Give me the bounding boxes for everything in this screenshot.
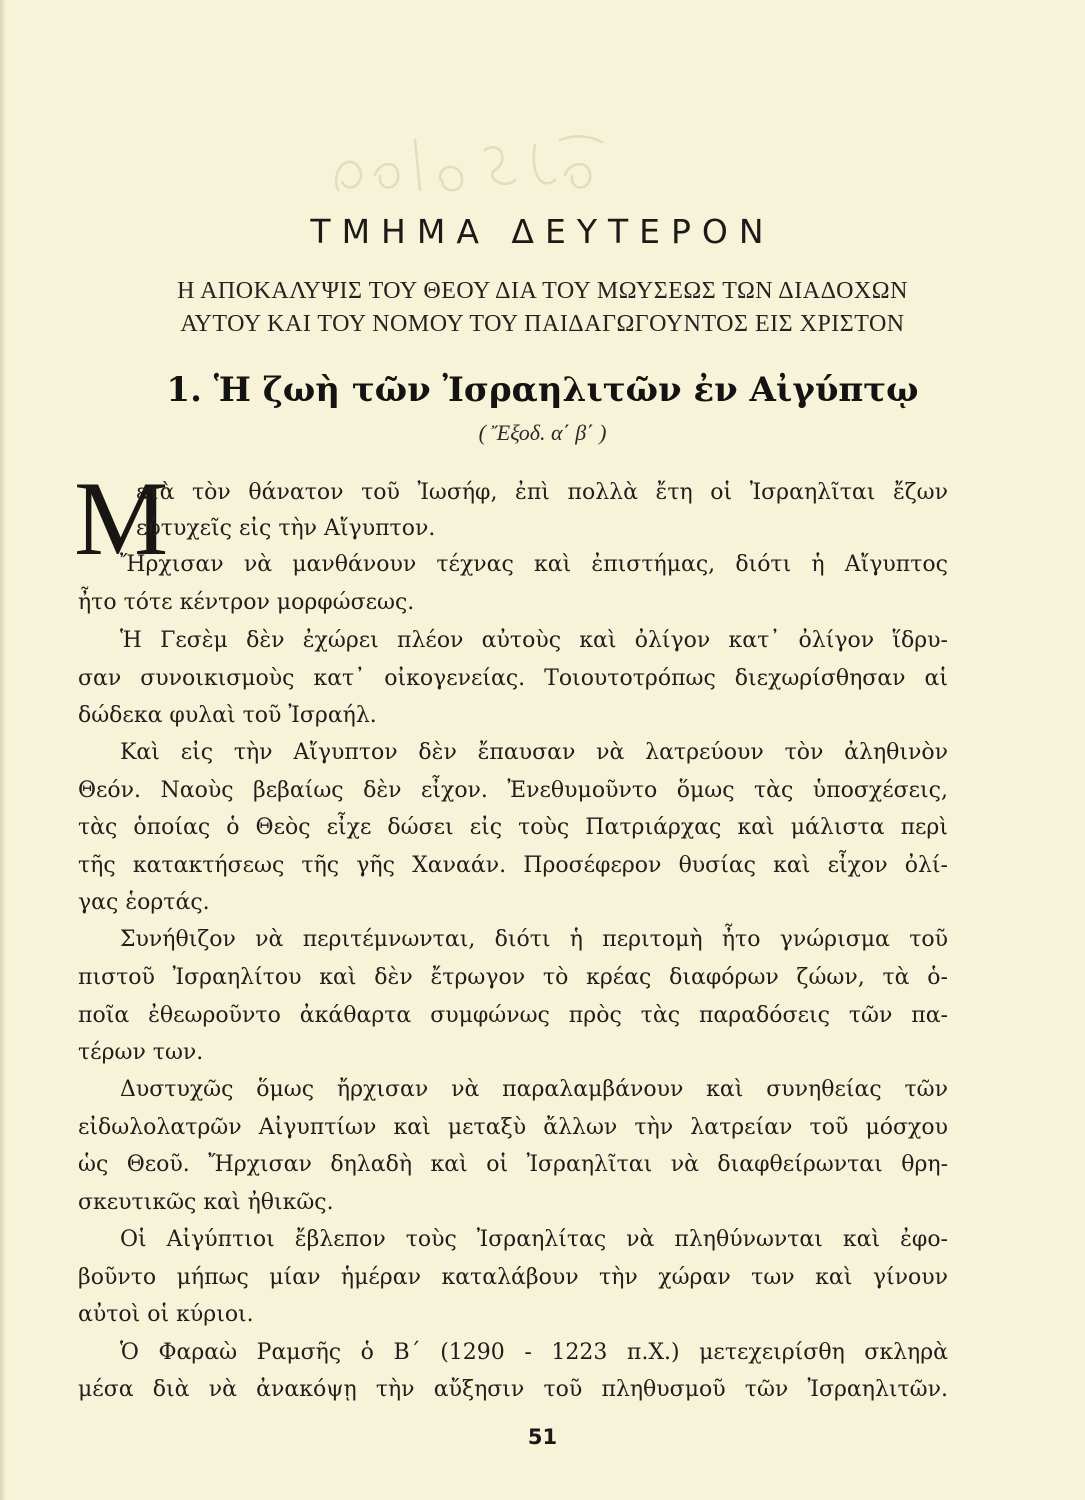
text-line: σαν συνοικισμοὺς κατ᾽ οἰκογενείας. Τοιουτοτρόπως διεχωρίσθησαν αἱ xyxy=(78,666,948,691)
text-line: Οἱ Αἰγύπτιοι ἔβλεπον τοὺς Ἰσραηλίτας νὰ πληθύνωνται καὶ ἐφο- xyxy=(120,1227,948,1252)
text-line: ὡς Θεοῦ. Ἤρχισαν δηλαδὴ καὶ οἱ Ἰσραηλῖται νὰ διαφθείρωνται θρη- xyxy=(78,1152,948,1177)
subtitle-line-1: Η ΑΠΟΚΑΛΥΨΙΣ ΤΟΥ ΘΕΟΥ ΔΙΑ ΤΟΥ ΜΩΥΣΕΩΣ ΤΩΝ ΔΙΑΔΟΧΩΝ xyxy=(177,278,908,304)
text-line: Θεόν. Ναοὺς βεβαίως δὲν εἶχον. Ἐνεθυμοῦντο ὅμως τὰς ὑποσχέσεις, xyxy=(78,778,948,803)
text-line: δώδεκα φυλαὶ τοῦ Ἰσραήλ. xyxy=(78,703,377,728)
text-line: πιστοῦ Ἰσραηλίτου καὶ δὲν ἔτρωγον τὸ κρέας διαφόρων ζώων, τὰ ὁ- xyxy=(78,965,948,990)
text-line: Ὁ Φαραὼ Ραμσῆς ὁ Β΄ (1290 - 1223 π.Χ.) μετεχειρίσθη σκληρὰ xyxy=(120,1340,948,1365)
faint-handwriting-watermark xyxy=(320,120,620,210)
chapter-heading: 1. Ἡ ζωὴ τῶν Ἰσραηλιτῶν ἐν Αἰγύπτῳ xyxy=(166,370,919,410)
text-line: αὐτοὶ οἱ κύριοι. xyxy=(78,1302,254,1327)
text-line: μέσα διὰ νὰ ἀνακόψῃ τὴν αὔξησιν τοῦ πληθυσμοῦ τῶν Ἰσραηλιτῶν. xyxy=(78,1377,948,1402)
section-title: ΤΜΗΜΑ ΔΕΥΤΕΡΟΝ xyxy=(310,212,775,251)
text-line: ἦτο τότε κέντρον μορφώσεως. xyxy=(78,590,415,615)
text-line: Δυστυχῶς ὅμως ἤρχισαν νὰ παραλαμβάνουν καὶ συνηθείας τῶν xyxy=(120,1077,948,1102)
subtitle-line-2: ΑΥΤΟΥ ΚΑΙ ΤΟΥ ΝΟΜΟΥ ΤΟΥ ΠΑΙΔΑΓΩΓΟΥΝΤΟΣ ΕΙΣ ΧΡΙΣΤΟΝ xyxy=(180,311,905,337)
text-line: τὰς ὁποίας ὁ Θεὸς εἶχε δώσει εἰς τοὺς Πατριάρχας καὶ μάλιστα περὶ xyxy=(78,815,948,840)
text-line: εὐτυχεῖς εἰς τὴν Αἴγυπτον. xyxy=(136,516,436,541)
text-line: Ἤρχισαν νὰ μανθάνουν τέχνας καὶ ἐπιστήμας, διότι ἡ Αἴγυπτος xyxy=(120,552,948,577)
text-line: βοῦντο μήπως μίαν ἡμέραν καταλάβουν τὴν χώραν των καὶ γίνουν xyxy=(78,1265,948,1290)
text-line: Συνήθιζον νὰ περιτέμνωνται, διότι ἡ περιτομὴ ἦτο γνώρισμα τοῦ xyxy=(120,927,948,952)
text-line: Ἡ Γεσὲμ δὲν ἐχώρει πλέον αὐτοὺς καὶ ὀλίγον κατ᾽ ὀλίγον ἵδρυ- xyxy=(120,628,948,653)
text-line: τῆς κατακτήσεως τῆς γῆς Χαναάν. Προσέφερον θυσίας καὶ εἶχον ὀλί- xyxy=(78,853,948,878)
text-line: εἰδωλολατρῶν Αἰγυπτίων καὶ μεταξὺ ἄλλων τὴν λατρείαν τοῦ μόσχου xyxy=(78,1115,948,1140)
text-line: γας ἑορτάς. xyxy=(78,890,210,915)
drop-cap-letter: Μ xyxy=(74,460,169,577)
text-line: τέρων των. xyxy=(78,1040,204,1065)
page-number: 51 xyxy=(527,1425,558,1449)
text-line: ποῖα ἐθεωροῦντο ἀκάθαρτα συμφώνως πρὸς τὰς παραδόσεις τῶν πα- xyxy=(78,1003,948,1028)
text-line: σκευτικῶς καὶ ἠθικῶς. xyxy=(78,1190,334,1215)
text-line: Καὶ εἰς τὴν Αἴγυπτον δὲν ἔπαυσαν νὰ λατρεύουν τὸν ἀληθινὸν xyxy=(120,740,948,765)
text-line: ετὰ τὸν θάνατον τοῦ Ἰωσήφ, ἐπὶ πολλὰ ἔτη οἱ Ἰσραηλῖται ἔζων xyxy=(136,480,948,505)
chapter-reference: ( Ἔξοδ. α΄ β΄ ) xyxy=(478,420,607,445)
